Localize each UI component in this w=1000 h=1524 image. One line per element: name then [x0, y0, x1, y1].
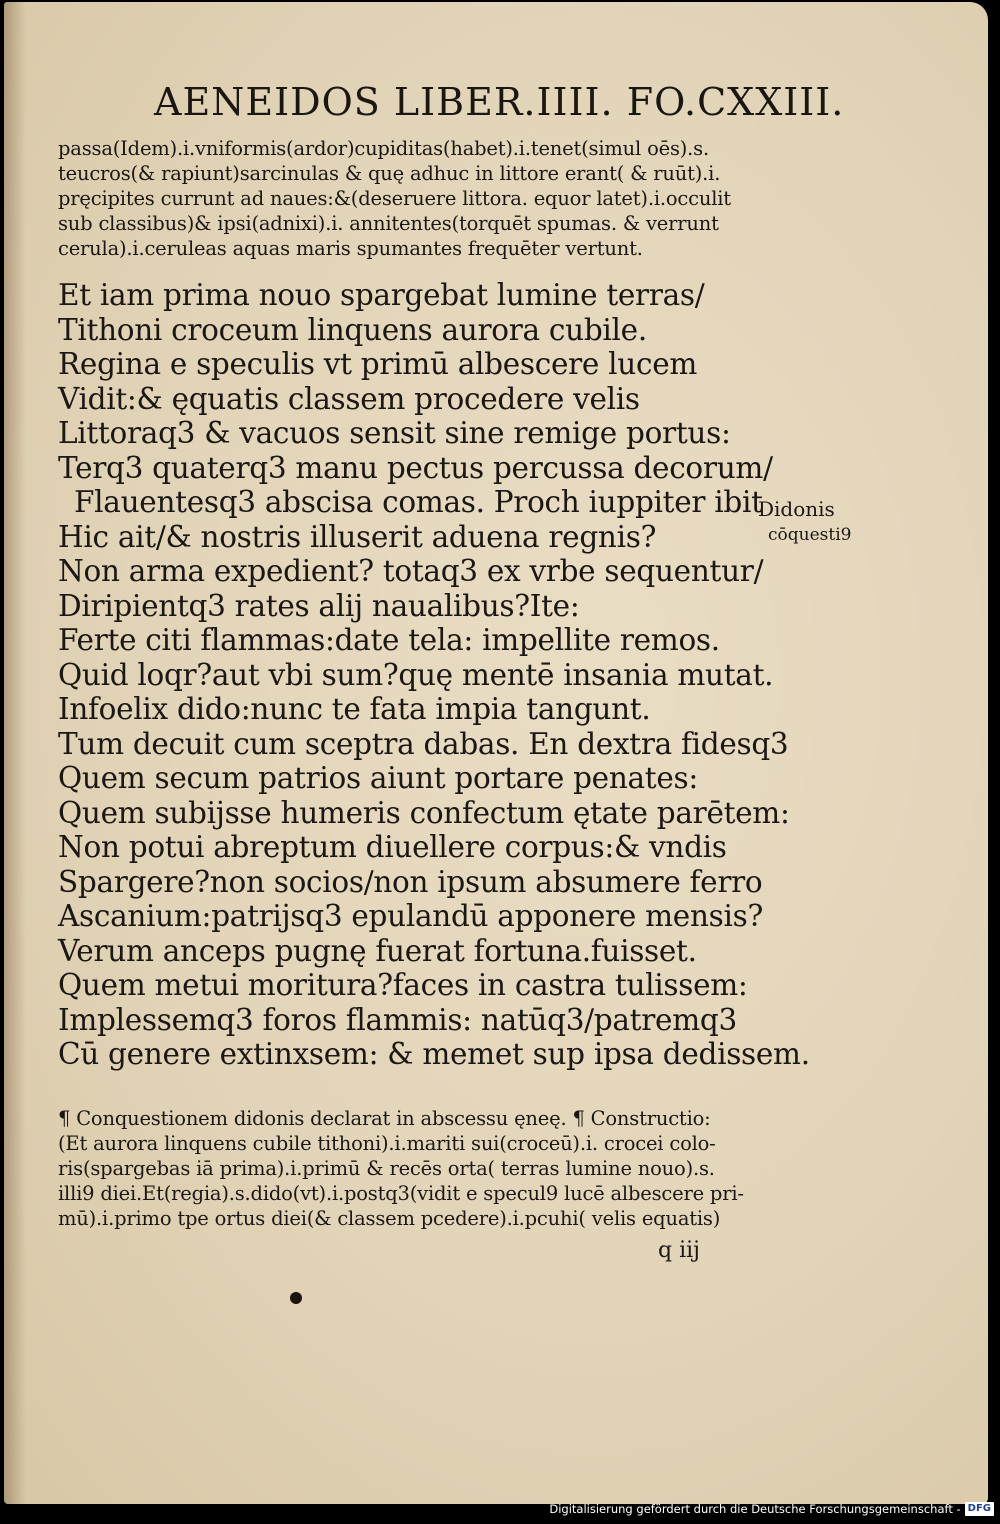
verse-line: Quid loqr?aut vbi sum?quę mentē insania mutat.: [58, 657, 774, 692]
commentary-line: passa(Idem).i.vniformis(ardor)cupiditas(habet).i.tenet(simul oēs).s.: [58, 137, 709, 160]
page-gutter-shadow: [4, 2, 26, 1504]
verse-line: Vidit:& ęquatis classem procedere velis: [58, 381, 640, 416]
verse-line: Tithoni croceum linquens aurora cubile.: [58, 312, 647, 347]
verse-line: Quem metui moritura?faces in castra tulissem:: [58, 968, 748, 1002]
commentary-line: teucros(& rapiunt)sarcinulas & quę adhuc in littore erant( & ruūt).i.: [58, 162, 721, 185]
commentary-bottom: [58, 1106, 744, 1231]
dfg-logo-icon: DFG: [965, 1502, 994, 1516]
verse-line: Diripientq3 rates alij naualibus?Ite:: [58, 588, 580, 623]
signature-mark: q iij: [658, 1238, 700, 1263]
commentary-line: illi9 diei.Et(regia).s.dido(vt).i.postq3(vidit e specul9 lucē albescere pri-: [58, 1182, 744, 1205]
verse-line: Ferte citi flammas:date tela: impellite remos.: [58, 623, 720, 657]
verse-block: [58, 278, 810, 1072]
verse-line: Flauentesq3 abscisa comas. Proch iuppiter ibit: [74, 485, 763, 519]
ink-spot: [290, 1292, 302, 1304]
commentary-line: ris(spargebas iā prima).i.primū & recēs orta( terras lumine nouo).s.: [58, 1157, 715, 1180]
verse-line: Tum decuit cum sceptra dabas. En dextra fidesq3: [58, 726, 789, 761]
verse-line: Quem subijsse humeris confectum ętate parētem:: [58, 795, 790, 830]
verse-line: Non arma expedient? totaq3 ex vrbe sequentur/: [58, 554, 764, 588]
verse-line: Hic ait/& nostris illuserit aduena regnis?: [58, 519, 657, 554]
commentary-line: (Et aurora linquens cubile tithoni).i.mariti sui(croceū).i. crocei colo-: [58, 1132, 716, 1155]
verse-line: Spargere?non socios/non ipsum absumere ferro: [58, 864, 763, 899]
verse-line: Ascanium:patrijsq3 epulandū apponere mensis?: [58, 899, 763, 933]
commentary-line: mū).i.primo tpe ortus diei(& classem pcedere).i.pcuhi( velis equatis): [58, 1207, 721, 1230]
commentary-line: pręcipites currunt ad naues:&(deseruere littora. equor latet).i.occulit: [58, 187, 731, 210]
margin-note-line: Didonis: [758, 497, 835, 521]
verse-line: Cū genere extinxsem: & memet sup ipsa dedissem.: [58, 1037, 810, 1071]
footer-credit: [549, 1500, 1000, 1518]
verse-line: Littoraq3 & vacuos sensit sine remige portus:: [58, 416, 731, 450]
footer-text: Digitalisierung gefördert durch die Deutsche Forschungsgemeinschaft -: [549, 1502, 961, 1516]
margin-note: [758, 496, 851, 548]
verse-line: Quem secum patrios aiunt portare penates:: [58, 761, 698, 795]
commentary-line: cerula).i.ceruleas aquas maris spumantes frequēter vertunt.: [58, 237, 643, 260]
commentary-line: ¶ Conquestionem didonis declarat in abscessu ęneę. ¶ Constructio:: [58, 1107, 711, 1130]
verse-line: Regina e speculis vt primū albescere lucem: [58, 347, 698, 381]
commentary-line: sub classibus)& ipsi(adnixi).i. annitentes(torquēt spumas. & verrunt: [58, 212, 719, 235]
verse-line: Terq3 quaterq3 manu pectus percussa decorum/: [58, 450, 773, 485]
verse-line: Verum anceps pugnę fuerat fortuna.fuisset.: [58, 933, 697, 968]
book-page: [4, 2, 988, 1504]
margin-note-line: cōquesti9: [768, 525, 852, 545]
verse-line: Implessemq3 foros flammis: natūq3/patremq3: [58, 1002, 737, 1037]
verse-line: Infoelix dido:nunc te fata impia tangunt.: [58, 692, 651, 726]
running-head: AENEIDOS LIBER.IIII. FO.CXXIII.: [154, 80, 845, 124]
commentary-top: [58, 136, 731, 261]
verse-line: Non potui abreptum diuellere corpus:& vndis: [58, 830, 727, 864]
verse-line: Et iam prima nouo spargebat lumine terras/: [58, 278, 705, 312]
